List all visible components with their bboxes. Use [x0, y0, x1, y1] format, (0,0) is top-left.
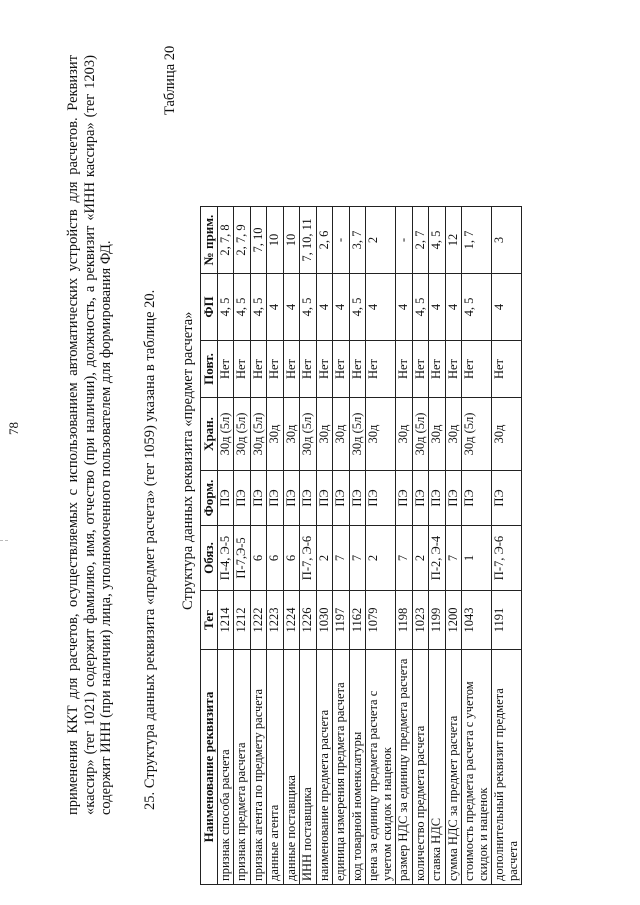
table-cell: 4, 5 [349, 274, 366, 341]
table-row [217, 207, 234, 885]
table-cell: 30д [366, 398, 396, 471]
requisite-structure-table [200, 206, 522, 885]
table-cell: Нет [267, 341, 284, 398]
table-cell: 1226 [300, 591, 317, 650]
table-cell: 1023 [412, 591, 429, 650]
table-cell: 2, 6 [316, 207, 333, 274]
table-cell: 2 [366, 526, 396, 591]
cell-requisite-name: признак предмета расчета [234, 650, 251, 885]
table-row [250, 207, 267, 885]
table-row [283, 207, 300, 885]
table-title: Структура данных реквизита «предмет расчета» [180, 311, 196, 610]
table-cell: ПЭ [412, 471, 429, 526]
table-cell: ПЭ [429, 471, 446, 526]
cell-requisite-name: цена за единицу предмета расчета с учетом скидок и наценок [366, 650, 396, 885]
table-row [445, 207, 462, 885]
table-cell: 4 [492, 274, 522, 341]
cell-requisite-name: ставка НДС [429, 650, 446, 885]
table-cell: 6 [267, 526, 284, 591]
table-cell: ПЭ [366, 471, 396, 526]
table-cell: 1030 [316, 591, 333, 650]
paragraph-structure: 25. Структура данных реквизита «предмет расчета» (тег 1059) указана в таблице 20. [142, 289, 158, 810]
header-notes: № прим. [201, 207, 218, 274]
table-cell: - [396, 207, 413, 274]
table-cell: ПЭ [283, 471, 300, 526]
table-cell: 7 [396, 526, 413, 591]
table-cell: П-7,Э-5 [234, 526, 251, 591]
table-cell: ПЭ [462, 471, 492, 526]
table-cell: 2 [316, 526, 333, 591]
table-row [366, 207, 396, 885]
cell-requisite-name: ИНН поставщика [300, 650, 317, 885]
table-cell: 4 [366, 274, 396, 341]
cell-requisite-name: код товарной номенклатуры [349, 650, 366, 885]
table-row [462, 207, 492, 885]
table-cell: 4, 5 [462, 274, 492, 341]
cell-requisite-name: дополнительный реквизит предмета расчета [492, 650, 522, 885]
header-repeat: Повт. [201, 341, 218, 398]
table-cell: Нет [283, 341, 300, 398]
cell-requisite-name: признак агента по предмету расчета [250, 650, 267, 885]
paragraph-kassir: применения ККТ для расчетов, осуществляемых с использованием автоматических устройств для расчетов. Реквизит «кассир» (тег 1021) содержит фамилию, имя, отчество (при наличии), должность, а реквизит «ИНН кассира» (тег 1203) содержит ИНН (при наличии) лица, уполномоченного пользователем для формирования ФД. [65, 55, 114, 815]
table-cell: 10 [283, 207, 300, 274]
table-row [429, 207, 446, 885]
table-cell: Нет [217, 341, 234, 398]
table-row [412, 207, 429, 885]
table-cell: 7 [445, 526, 462, 591]
table-cell: ПЭ [267, 471, 284, 526]
table-cell: 2, 7 [412, 207, 429, 274]
table-cell: Нет [445, 341, 462, 398]
table-row [349, 207, 366, 885]
table-cell: ПЭ [492, 471, 522, 526]
table-cell: 2, 7, 9 [234, 207, 251, 274]
table-row [396, 207, 413, 885]
cell-requisite-name: количество предмета расчета [412, 650, 429, 885]
cell-requisite-name: данные поставщика [283, 650, 300, 885]
table-row [333, 207, 350, 885]
table-cell: Нет [316, 341, 333, 398]
table-cell: Нет [333, 341, 350, 398]
table-cell: 3 [492, 207, 522, 274]
table-cell: Нет [300, 341, 317, 398]
table-row [492, 207, 522, 885]
table-cell: 30д [316, 398, 333, 471]
table-cell: П-2, Э-4 [429, 526, 446, 591]
cell-requisite-name: данные агента [267, 650, 284, 885]
header-name: Наименование реквизита [201, 650, 218, 885]
table-cell: 4 [429, 274, 446, 341]
table-cell: - [333, 207, 350, 274]
header-mandatory: Обяз. [201, 526, 218, 591]
table-cell: 1214 [217, 591, 234, 650]
table-cell: 1212 [234, 591, 251, 650]
table-cell: 1, 7 [462, 207, 492, 274]
table-cell: 7 [333, 526, 350, 591]
table-cell: 3, 7 [349, 207, 366, 274]
table-cell: 1079 [366, 591, 396, 650]
table-cell: Нет [234, 341, 251, 398]
cell-requisite-name: единица измерения предмета расчета [333, 650, 350, 885]
table-cell: 30д (5л) [412, 398, 429, 471]
cell-requisite-name: размер НДС за единицу предмета расчета [396, 650, 413, 885]
table-cell: 30д [429, 398, 446, 471]
table-cell: П-7, Э-6 [492, 526, 522, 591]
table-cell: 30д [267, 398, 284, 471]
table-cell: 1191 [492, 591, 522, 650]
table-cell: 7, 10 [250, 207, 267, 274]
table-cell: 4 [333, 274, 350, 341]
table-cell: 4, 5 [429, 207, 446, 274]
table-cell: 30д (5л) [462, 398, 492, 471]
table-cell: ПЭ [333, 471, 350, 526]
table-cell: Нет [412, 341, 429, 398]
table-cell: 1043 [462, 591, 492, 650]
table-cell: 2 [412, 526, 429, 591]
header-tag: Тег [201, 591, 218, 650]
table-cell: 4, 5 [217, 274, 234, 341]
table-cell: Нет [349, 341, 366, 398]
margin-mark [0, 540, 8, 541]
table-cell: 30д [445, 398, 462, 471]
table-cell: 1197 [333, 591, 350, 650]
table-cell: ПЭ [396, 471, 413, 526]
table-cell: 6 [283, 526, 300, 591]
table-cell: П-7, Э-6 [300, 526, 317, 591]
table-cell: 1222 [250, 591, 267, 650]
table-label: Таблица 20 [162, 45, 178, 115]
table-header-row [201, 207, 218, 885]
header-storage: Хран. [201, 398, 218, 471]
table-cell: 12 [445, 207, 462, 274]
table-cell: 4, 5 [412, 274, 429, 341]
table-cell: 7, 10, 11 [300, 207, 317, 274]
table-cell: Нет [396, 341, 413, 398]
table-cell: 30д (5л) [349, 398, 366, 471]
table-cell: 30д (5л) [300, 398, 317, 471]
table-cell: 30д [333, 398, 350, 471]
table-cell: 30д [396, 398, 413, 471]
table-cell: 2 [366, 207, 396, 274]
table-cell: 4 [316, 274, 333, 341]
table-cell: Нет [462, 341, 492, 398]
table-cell: 4, 5 [234, 274, 251, 341]
table-cell: 4 [283, 274, 300, 341]
table-row [267, 207, 284, 885]
table-cell: П-4, Э-5 [217, 526, 234, 591]
page-number: 78 [6, 422, 21, 435]
table-cell: 1223 [267, 591, 284, 650]
table-row [316, 207, 333, 885]
table-cell: ПЭ [217, 471, 234, 526]
cell-requisite-name: наименование предмета расчета [316, 650, 333, 885]
table-cell: ПЭ [445, 471, 462, 526]
table-cell: ПЭ [234, 471, 251, 526]
table-cell: 4, 5 [250, 274, 267, 341]
cell-requisite-name: сумма НДС за предмет расчета [445, 650, 462, 885]
table-cell: Нет [429, 341, 446, 398]
table-cell: ПЭ [250, 471, 267, 526]
table-cell: ПЭ [316, 471, 333, 526]
table-cell: 7 [349, 526, 366, 591]
table-cell: 10 [267, 207, 284, 274]
table-cell: Нет [250, 341, 267, 398]
table-cell: 4 [267, 274, 284, 341]
table-cell: 1199 [429, 591, 446, 650]
header-format: Форм. [201, 471, 218, 526]
table-cell: 1162 [349, 591, 366, 650]
table-row [234, 207, 251, 885]
table-cell: 4 [445, 274, 462, 341]
cell-requisite-name: стоимость предмета расчета с учетом скидок и наценок [462, 650, 492, 885]
table-cell: 30д [492, 398, 522, 471]
table-cell: 1200 [445, 591, 462, 650]
table-cell: Нет [492, 341, 522, 398]
table-cell: 1 [462, 526, 492, 591]
table-cell: 1224 [283, 591, 300, 650]
table-cell: 2, 7, 8 [217, 207, 234, 274]
table-cell: ПЭ [349, 471, 366, 526]
table-cell: Нет [366, 341, 396, 398]
table-cell: 30д (5л) [234, 398, 251, 471]
table-cell: ПЭ [300, 471, 317, 526]
table-cell: 30д (5л) [250, 398, 267, 471]
table-cell: 1198 [396, 591, 413, 650]
table-cell: 4 [396, 274, 413, 341]
table-row [300, 207, 317, 885]
cell-requisite-name: признак способа расчета [217, 650, 234, 885]
table-cell: 30д (5л) [217, 398, 234, 471]
table-cell: 6 [250, 526, 267, 591]
table-cell: 30д [283, 398, 300, 471]
header-fp: ФП [201, 274, 218, 341]
table-cell: 4, 5 [300, 274, 317, 341]
